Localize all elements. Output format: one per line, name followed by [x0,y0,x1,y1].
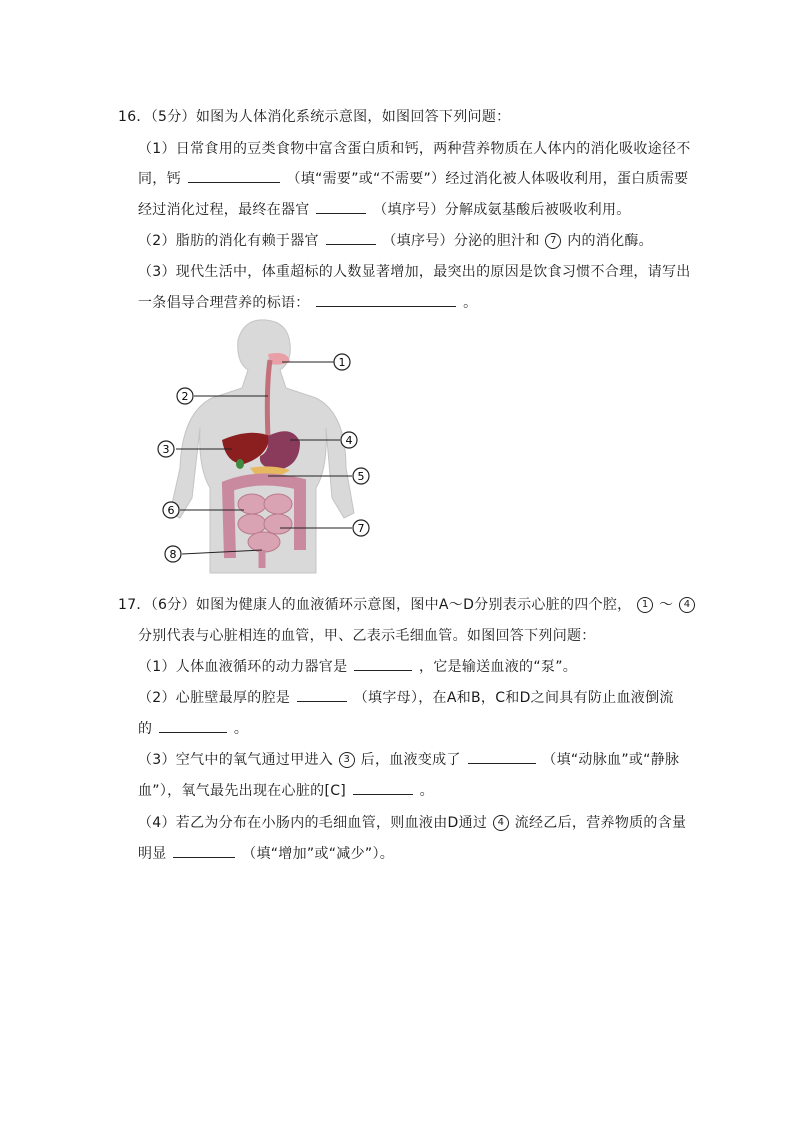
q17-text: ～ [659,597,674,613]
q16-text: （2）脂肪的消化有赖于器官 [138,233,319,249]
q17-heading-line1 [118,594,696,614]
q16-part3-line2 [138,292,477,312]
q17-text: （3）空气中的氧气通过甲进入 [138,752,334,768]
q17-text: 。 [233,721,249,737]
figure-label-4 [341,432,357,448]
svg-text:1: 1 [338,356,346,369]
q17-text: 17．（6分）如图为健康人的血液循环示意图，图中A～D分别表示心脏的四个腔， [118,597,632,613]
figure-label-8 [165,546,181,562]
figure-label-7 [353,520,369,536]
svg-text:8: 8 [169,548,177,561]
svg-text:4: 4 [345,434,353,447]
q16-part3-line1: （3）现代生活中，体重超标的人数显著增加，最突出的原因是饮食习惯不合理，请写出 [138,264,691,280]
q17-text: 明显 [138,846,167,862]
svg-text:5: 5 [357,470,365,483]
figure-label-2 [177,388,193,404]
answer-blank[interactable] [354,656,412,671]
circled-number-4: 4 [493,815,509,831]
figure-label-6 [163,502,179,518]
q17-text: 血”），氧气最先出现在心脏的[C] [138,783,347,799]
answer-blank[interactable] [353,780,413,795]
q17-text: （填字母），在A和B，C和D之间具有防止血液倒流 [353,690,674,706]
q16-text: 内的消化酶。 [567,233,653,249]
circled-number-7: 7 [545,233,561,249]
svg-text:3: 3 [162,443,170,456]
q17-text: （1）人体血液循环的动力器官是 [138,659,348,675]
q16-part1-line3 [138,199,631,219]
q17-part2-line1 [138,687,674,707]
q16-text: 一条倡导合理营养的标语： [138,295,310,311]
q16-text: 经过消化过程，最终在器官 [138,202,310,218]
esophagus-shape [267,360,270,438]
circled-number-3: 3 [339,752,355,768]
q16-heading: 16．（5分）如图为人体消化系统示意图，如图回答下列问题： [118,109,511,125]
q17-text: 。 [419,783,434,799]
circled-number-4: 4 [679,597,695,613]
q17-text: 流经乙后，营养物质的含量 [514,815,687,831]
figure-label-1 [334,354,350,370]
svg-text:6: 6 [167,504,175,517]
q17-text: 后，血液变成了 [360,752,461,768]
figure-label-5 [353,468,369,484]
answer-blank[interactable] [159,718,227,733]
gallbladder-shape [236,459,244,469]
figure-label-3 [158,441,174,457]
q16-text: 。 [463,295,478,311]
q16-text: （填序号）分泌的胆汁和 [382,233,540,249]
answer-blank[interactable] [316,199,366,214]
q17-heading-line2: 分别代表与心脏相连的血管，甲、乙表示毛细血管。如图回答下列问题： [138,628,596,644]
q17-text: （2）心脏壁最厚的腔是 [138,690,291,706]
answer-blank[interactable] [173,843,235,858]
q16-part1-line2 [138,168,688,188]
answer-blank[interactable] [316,292,456,307]
q17-part1 [138,656,577,676]
digestive-system-figure [140,318,380,578]
answer-blank[interactable] [468,749,536,764]
q16-part1-line1: （1）日常食用的豆类食物中富含蛋白质和钙，两种营养物质在人体内的消化吸收途径不 [138,141,691,157]
q17-part2-line2 [138,718,248,738]
q16-part2 [138,230,653,250]
circled-number-1: 1 [637,597,653,613]
answer-blank[interactable] [326,230,376,245]
q17-part3-line1 [138,749,679,769]
q16-text: （填序号）分解成氨基酸后被吸收利用。 [373,202,631,218]
q17-text: 的 [138,721,153,737]
q17-text: （4）若乙为分布在小肠内的毛细血管，则血液由D通过 [138,815,488,831]
q17-text: ，它是输送血液的“泵”。 [418,659,578,675]
q17-part4-line2 [138,843,394,863]
q17-text: （填“动脉血”或“静脉 [542,752,680,768]
q16-text: （填“需要”或“不需要”）经过消化被人体吸收利用，蛋白质需要 [286,171,689,187]
answer-blank[interactable] [297,687,347,702]
svg-text:7: 7 [357,522,365,535]
q17-text: （填“增加”或“减少”）。 [242,846,395,862]
svg-text:2: 2 [181,390,189,403]
q16-text: 同，钙 [138,171,181,187]
q17-part4-line1 [138,812,686,832]
answer-blank[interactable] [188,168,280,183]
q17-part3-line2 [138,780,434,800]
